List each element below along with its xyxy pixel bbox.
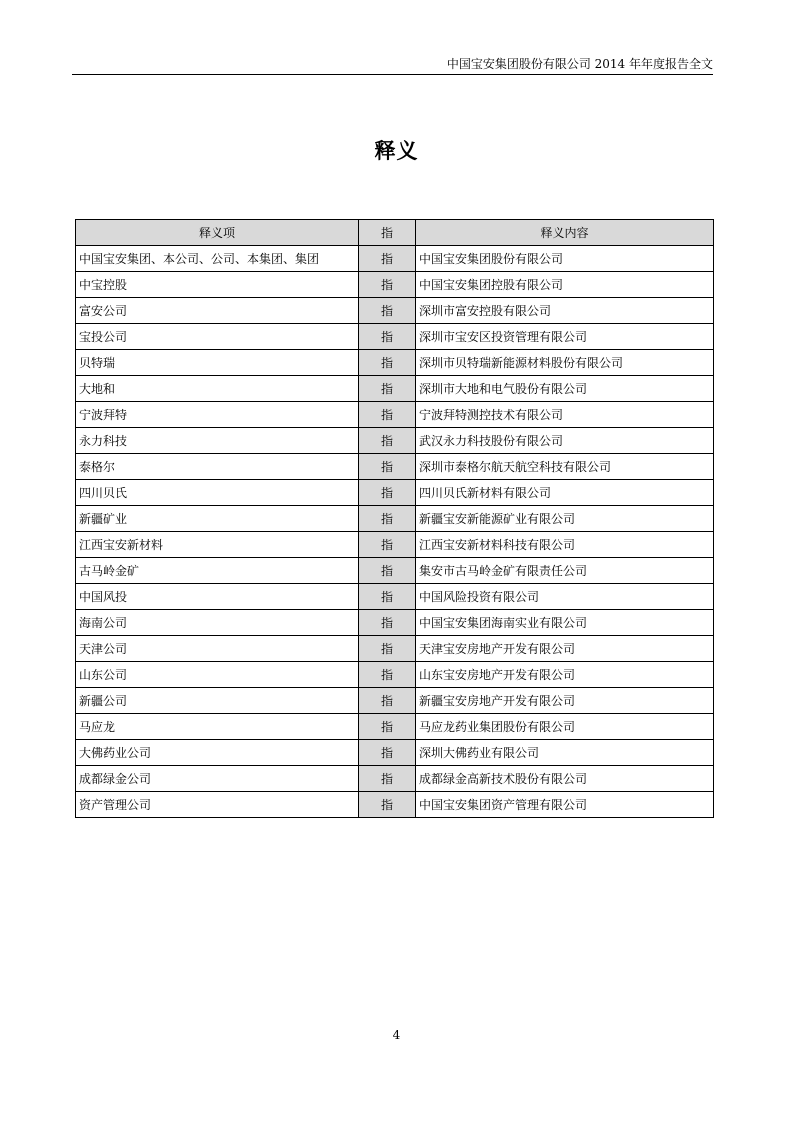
term-cell: 大地和 xyxy=(76,376,359,402)
ref-cell: 指 xyxy=(359,428,416,454)
definition-cell: 四川贝氏新材料有限公司 xyxy=(416,480,714,506)
definition-cell: 中国宝安集团控股有限公司 xyxy=(416,272,714,298)
definition-cell: 宁波拜特测控技术有限公司 xyxy=(416,402,714,428)
section-title: 释义 xyxy=(374,139,419,163)
table-row xyxy=(76,610,714,636)
table-row xyxy=(76,688,714,714)
column-header-ref: 指 xyxy=(359,220,416,246)
ref-cell: 指 xyxy=(359,688,416,714)
ref-cell: 指 xyxy=(359,454,416,480)
ref-cell: 指 xyxy=(359,662,416,688)
table-row xyxy=(76,766,714,792)
ref-cell: 指 xyxy=(359,480,416,506)
ref-cell: 指 xyxy=(359,766,416,792)
definition-cell: 武汉永力科技股份有限公司 xyxy=(416,428,714,454)
definition-cell: 中国宝安集团海南实业有限公司 xyxy=(416,610,714,636)
page-number: 4 xyxy=(392,1028,401,1042)
definition-cell: 马应龙药业集团股份有限公司 xyxy=(416,714,714,740)
ref-cell: 指 xyxy=(359,714,416,740)
header-divider xyxy=(72,74,713,75)
table-row xyxy=(76,246,714,272)
table-row xyxy=(76,792,714,818)
table-row xyxy=(76,480,714,506)
ref-cell: 指 xyxy=(359,272,416,298)
definition-cell: 深圳大佛药业有限公司 xyxy=(416,740,714,766)
ref-cell: 指 xyxy=(359,350,416,376)
table-row xyxy=(76,298,714,324)
ref-cell: 指 xyxy=(359,584,416,610)
ref-cell: 指 xyxy=(359,402,416,428)
ref-cell: 指 xyxy=(359,298,416,324)
definition-cell: 新疆宝安新能源矿业有限公司 xyxy=(416,506,714,532)
page-header-title: 中国宝安集团股份有限公司 2014 年年度报告全文 xyxy=(446,57,713,71)
definition-cell: 深圳市泰格尔航天航空科技有限公司 xyxy=(416,454,714,480)
term-cell: 天津公司 xyxy=(76,636,359,662)
ref-cell: 指 xyxy=(359,636,416,662)
table-row xyxy=(76,532,714,558)
definition-cell: 中国宝安集团股份有限公司 xyxy=(416,246,714,272)
term-cell: 贝特瑞 xyxy=(76,350,359,376)
definition-cell: 深圳市宝安区投资管理有限公司 xyxy=(416,324,714,350)
table-row xyxy=(76,584,714,610)
ref-cell: 指 xyxy=(359,740,416,766)
table-body xyxy=(76,246,714,818)
ref-cell: 指 xyxy=(359,792,416,818)
term-cell: 泰格尔 xyxy=(76,454,359,480)
definition-cell: 成都绿金高新技术股份有限公司 xyxy=(416,766,714,792)
table-row xyxy=(76,662,714,688)
term-cell: 马应龙 xyxy=(76,714,359,740)
term-cell: 新疆矿业 xyxy=(76,506,359,532)
table-row xyxy=(76,428,714,454)
term-cell: 四川贝氏 xyxy=(76,480,359,506)
ref-cell: 指 xyxy=(359,506,416,532)
term-cell: 中国风投 xyxy=(76,584,359,610)
term-cell: 永力科技 xyxy=(76,428,359,454)
definition-cell: 山东宝安房地产开发有限公司 xyxy=(416,662,714,688)
column-header-term: 释义项 xyxy=(76,220,359,246)
ref-cell: 指 xyxy=(359,246,416,272)
term-cell: 山东公司 xyxy=(76,662,359,688)
table-row xyxy=(76,376,714,402)
term-cell: 海南公司 xyxy=(76,610,359,636)
term-cell: 中国宝安集团、本公司、公司、本集团、集团 xyxy=(76,246,359,272)
table-row xyxy=(76,740,714,766)
table-row xyxy=(76,350,714,376)
table-row xyxy=(76,636,714,662)
table-header-row xyxy=(76,220,714,246)
term-cell: 成都绿金公司 xyxy=(76,766,359,792)
definition-cell: 深圳市大地和电气股份有限公司 xyxy=(416,376,714,402)
table-row xyxy=(76,454,714,480)
term-cell: 中宝控股 xyxy=(76,272,359,298)
definition-cell: 集安市古马岭金矿有限责任公司 xyxy=(416,558,714,584)
term-cell: 古马岭金矿 xyxy=(76,558,359,584)
table-row xyxy=(76,714,714,740)
definition-cell: 中国风险投资有限公司 xyxy=(416,584,714,610)
table-row xyxy=(76,324,714,350)
term-cell: 大佛药业公司 xyxy=(76,740,359,766)
term-cell: 宁波拜特 xyxy=(76,402,359,428)
table-row xyxy=(76,402,714,428)
definition-cell: 中国宝安集团资产管理有限公司 xyxy=(416,792,714,818)
table-row xyxy=(76,506,714,532)
term-cell: 宝投公司 xyxy=(76,324,359,350)
ref-cell: 指 xyxy=(359,532,416,558)
ref-cell: 指 xyxy=(359,324,416,350)
term-cell: 富安公司 xyxy=(76,298,359,324)
table-row xyxy=(76,558,714,584)
definitions-table xyxy=(75,219,714,818)
term-cell: 江西宝安新材料 xyxy=(76,532,359,558)
definition-cell: 天津宝安房地产开发有限公司 xyxy=(416,636,714,662)
table-row xyxy=(76,272,714,298)
term-cell: 新疆公司 xyxy=(76,688,359,714)
ref-cell: 指 xyxy=(359,558,416,584)
column-header-definition: 释义内容 xyxy=(416,220,714,246)
definition-cell: 深圳市贝特瑞新能源材料股份有限公司 xyxy=(416,350,714,376)
definition-cell: 江西宝安新材料科技有限公司 xyxy=(416,532,714,558)
ref-cell: 指 xyxy=(359,610,416,636)
definition-cell: 新疆宝安房地产开发有限公司 xyxy=(416,688,714,714)
term-cell: 资产管理公司 xyxy=(76,792,359,818)
definition-cell: 深圳市富安控股有限公司 xyxy=(416,298,714,324)
ref-cell: 指 xyxy=(359,376,416,402)
